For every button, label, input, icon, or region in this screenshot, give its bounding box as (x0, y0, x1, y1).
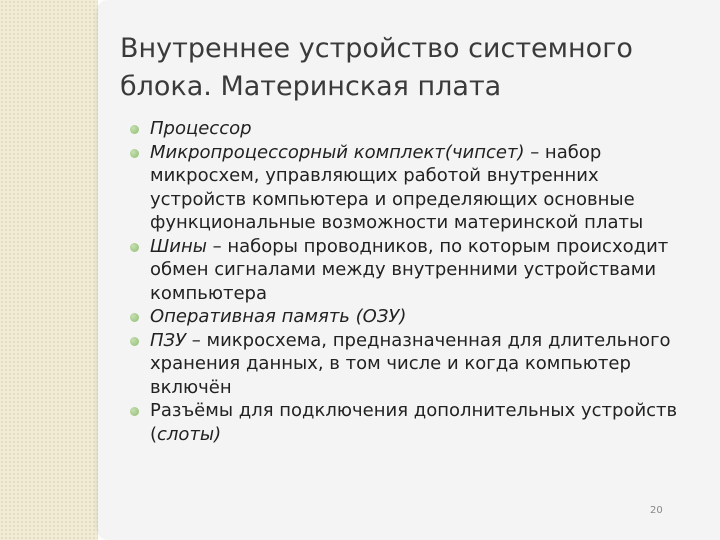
list-item (130, 399, 690, 446)
bullet-icon (130, 125, 139, 134)
bullet-icon (130, 243, 139, 252)
slide-number: 20 (650, 505, 663, 516)
item-text: – набор микросхем, управляющих работой внутренних устройств компьютера и определяющих основные функциональные возможности материнской платы (150, 141, 644, 233)
item-text: – наборы проводников, по которым происходит обмен сигналами между внутренними устройствами компьютера (150, 235, 669, 304)
slide-title-line-2: блока. Материнская плата (120, 71, 502, 102)
item-term: Шины (150, 235, 207, 257)
bullet-icon (130, 149, 139, 158)
item-term: слоты) (157, 423, 222, 445)
list-item (130, 305, 690, 329)
decorative-left-stripe (0, 0, 98, 540)
item-term: Микропроцессорный комплект(чипсет) (150, 141, 525, 163)
list-item (130, 117, 690, 141)
slide-title-line-1: Внутреннее устройство системного (120, 33, 633, 64)
bullet-icon (130, 337, 139, 346)
list-item (130, 235, 690, 306)
bullet-icon (130, 407, 139, 416)
bullet-list (130, 117, 690, 446)
item-term: ПЗУ (150, 329, 187, 351)
list-item (130, 329, 690, 400)
item-text-before: Разъёмы для подключения дополнительных устройств ( (150, 400, 678, 445)
slide-title (120, 30, 680, 106)
item-term: Процессор (150, 118, 252, 139)
list-item (130, 141, 690, 235)
item-term: Оперативная память (ОЗУ) (150, 306, 407, 327)
item-text: – микросхема, предназначенная для длительного хранения данных, в том числе и когда компьютер включён (150, 329, 671, 398)
bullet-icon (130, 313, 139, 322)
